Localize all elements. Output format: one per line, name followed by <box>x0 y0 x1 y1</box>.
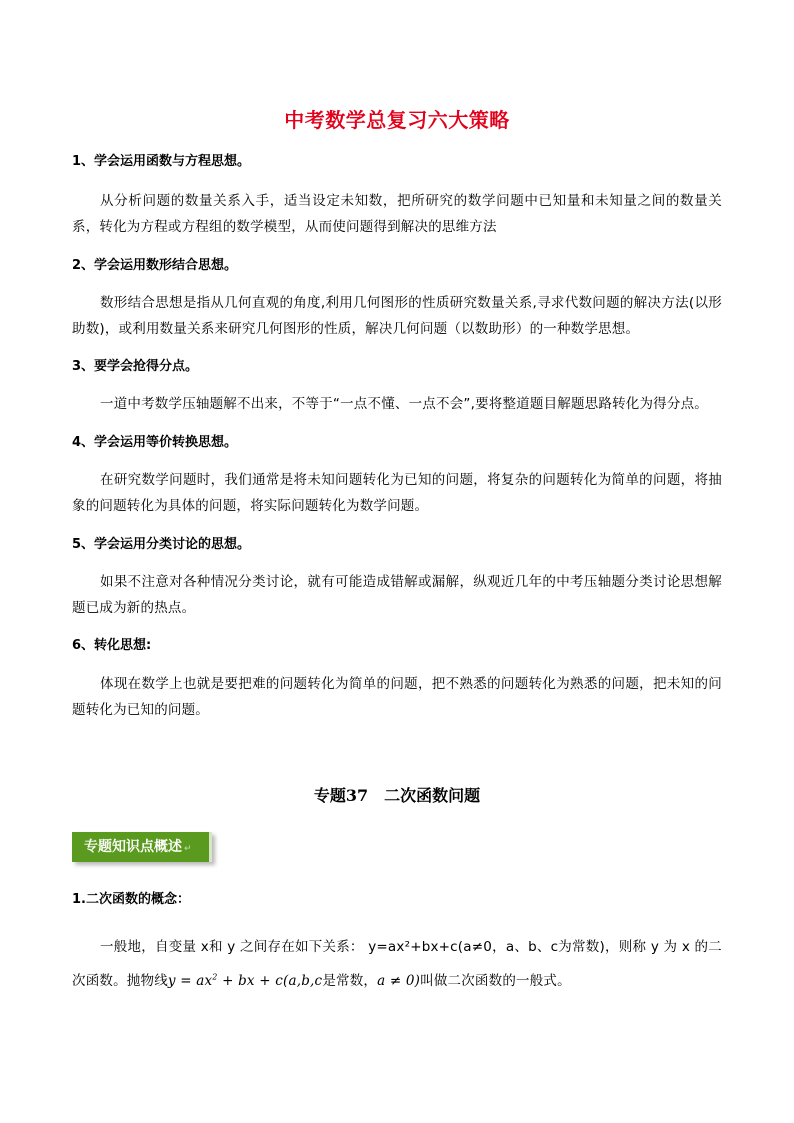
section-3-text: 一道中考数学压轴题解不出来，不等于“一点不懂、一点不会”,要将整道题目解题思路转化为得分点。 <box>100 396 708 412</box>
section-6-heading: 6、转化思想: <box>72 638 152 653</box>
definition-part2: 是常数， <box>322 973 378 989</box>
section-6-text: 体现在数学上也就是要把难的问题转化为简单的问题，把不熟悉的问题转化为熟悉的问题，把未知的问题转化为已知的问题。 <box>72 676 722 718</box>
definition-part1: 一般地，自变量 x和 y 之间存在如下关系： y=ax²+bx+c(a≠0，a、b、c为常数)，则称 y 为 x 的二次函数。抛物线 <box>72 939 722 989</box>
section-3-heading: 3、要学会抢得分点。 <box>72 359 199 374</box>
section-2-heading: 2、学会运用数形结合思想。 <box>72 258 238 273</box>
section-5-heading: 5、学会运用分类讨论的思想。 <box>72 537 251 552</box>
topic-number: 专题37 <box>313 786 369 805</box>
topic-overview-badge <box>72 832 212 862</box>
formula-general: $y = ax^2$ + bx + c(a,b,c <box>167 972 323 989</box>
concept-heading: 1.二次函数的概念： <box>72 892 190 907</box>
section-2-text: 数形结合思想是指从几何直观的角度,利用几何图形的性质研究数量关系,寻求代数问题的解决方法(以形助数)，或利用数量关系来研究几何图形的性质，解决几何问题（以数助形）的一种数学思想。 <box>72 295 722 337</box>
section-1-heading: 1、学会运用函数与方程思想。 <box>72 154 251 169</box>
badge-label: 专题知识点概述 <box>84 839 182 855</box>
section-1-text: 从分析问题的数量关系入手，适当设定未知数，把所研究的数学问题中已知量和未知量之间的数量关系，转化为方程或方程组的数学模型，从而使问题得到解决的思维方法 <box>72 193 722 235</box>
section-4-heading: 4、学会运用等价转换思想。 <box>72 435 238 450</box>
section-5-text: 如果不注意对各种情况分类讨论，就有可能造成错解或漏解，纵观近几年的中考压轴题分类讨论思想解题已成为新的热点。 <box>72 574 722 616</box>
return-mark-icon: ↵ <box>184 844 192 854</box>
document-title: 中考数学总复习六大策略 <box>284 108 510 132</box>
topic-name: 二次函数问题 <box>384 786 481 805</box>
section-4-text: 在研究数学问题时，我们通常是将未知问题转化为已知的问题，将复杂的问题转化为简单的问题，将抽象的问题转化为具体的问题，将实际问题转化为数学问题。 <box>72 472 722 514</box>
definition-part3: 叫做二次函数的一般式。 <box>420 973 571 989</box>
topic-title <box>72 783 722 806</box>
formula-condition: a ≠ 0) <box>377 973 421 989</box>
concept-definition <box>72 930 722 998</box>
